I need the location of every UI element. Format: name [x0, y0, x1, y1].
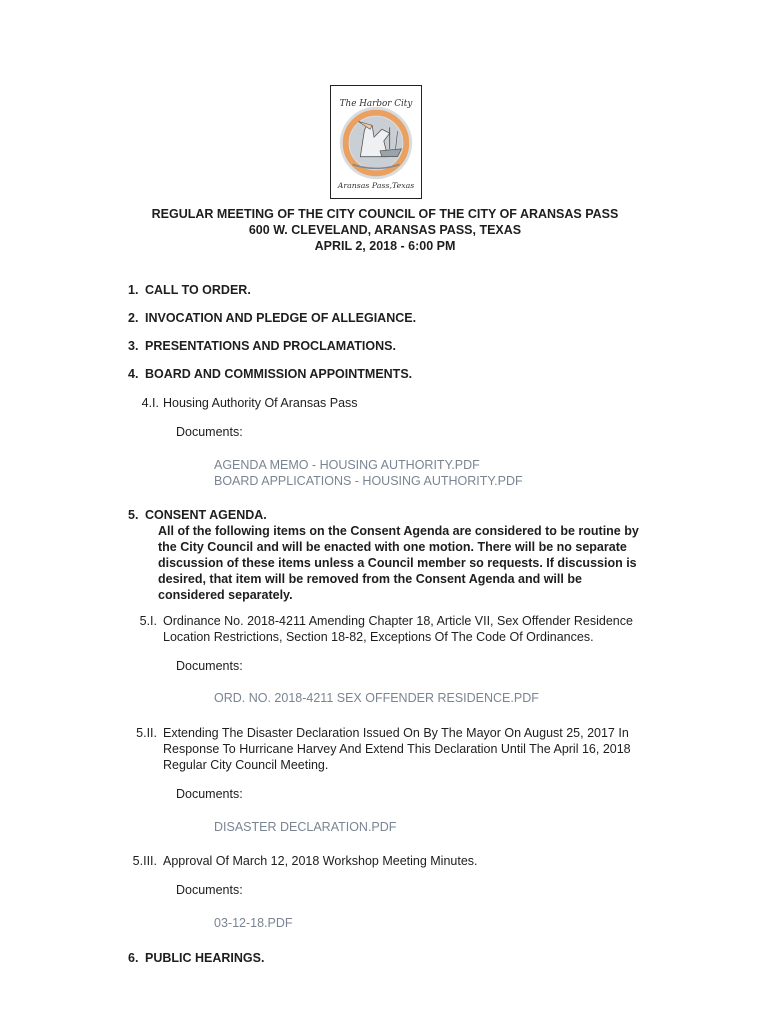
documents-label: Documents:: [176, 883, 243, 897]
sub-item-text: Approval Of March 12, 2018 Workshop Meeting Minutes.: [163, 854, 478, 868]
document-link[interactable]: DISASTER DECLARATION.PDF: [214, 820, 397, 834]
logo-bottom-text: Aransas Pass,Texas: [337, 180, 415, 190]
agenda-item-title: CALL TO ORDER.: [145, 283, 251, 297]
meeting-date: APRIL 2, 2018 - 6:00 PM: [314, 239, 456, 253]
documents-label: Documents:: [176, 425, 243, 439]
sub-item-number: 5.III.: [132, 854, 157, 868]
agenda-item-number: 3.: [128, 339, 139, 353]
document-link[interactable]: BOARD APPLICATIONS - HOUSING AUTHORITY.PDF: [214, 474, 523, 488]
agenda-item-number: 4.: [128, 367, 139, 381]
description-line: desired, that item will be removed from the Consent Agenda and will be: [158, 572, 582, 586]
documents-label: Documents:: [176, 659, 243, 673]
sub-item-5-2: [0, 725, 770, 775]
sub-item-5-3: [0, 853, 770, 871]
sub-item-text: Housing Authority Of Aransas Pass: [163, 396, 358, 410]
agenda-item-number: 1.: [128, 283, 139, 297]
sub-item-text: Extending The Disaster Declaration Issued On By The Mayor On August 25, 2017 In: [163, 726, 629, 740]
city-logo: [330, 85, 422, 199]
agenda-item-number: 6.: [128, 951, 139, 965]
sub-item-text: Response To Hurricane Harvey And Extend This Declaration Until The April 16, 2018: [163, 742, 631, 756]
harbor-city-seal-icon: [331, 86, 421, 198]
sub-item-number: 5.I.: [139, 614, 157, 628]
logo-top-text: The Harbor City: [339, 98, 413, 109]
sub-item-number: 4.I.: [141, 396, 159, 410]
sub-item-text: Location Restrictions, Section 18-82, Exceptions Of The Code Of Ordinances.: [163, 630, 594, 644]
sub-item-text: Ordinance No. 2018-4211 Amending Chapter 18, Article VII, Sex Offender Residence: [163, 614, 633, 628]
description-line: All of the following items on the Consent Agenda are considered to be routine by: [158, 524, 639, 538]
agenda-item-title: PUBLIC HEARINGS.: [145, 951, 265, 965]
description-line: discussion of these items unless a Council member so requests. If discussion is: [158, 556, 637, 570]
description-line: the City Council and will be enacted with one motion. There will be no separate: [158, 540, 627, 554]
agenda-item-title: CONSENT AGENDA.: [145, 508, 267, 522]
agenda-item-number: 2.: [128, 311, 139, 325]
agenda-item-title: PRESENTATIONS AND PROCLAMATIONS.: [145, 339, 396, 353]
document-link[interactable]: ORD. NO. 2018-4211 SEX OFFENDER RESIDENCE.PDF: [214, 691, 539, 705]
documents-label: Documents:: [176, 787, 243, 801]
agenda-item-title: INVOCATION AND PLEDGE OF ALLEGIANCE.: [145, 311, 417, 325]
meeting-title: REGULAR MEETING OF THE CITY COUNCIL OF THE CITY OF ARANSAS PASS: [151, 207, 619, 221]
sub-item-number: 5.II.: [136, 726, 157, 740]
agenda-item-title: BOARD AND COMMISSION APPOINTMENTS.: [145, 367, 413, 381]
agenda-item-number: 5.: [128, 508, 139, 522]
sub-item-5-1: [0, 613, 770, 653]
document-link[interactable]: AGENDA MEMO - HOUSING AUTHORITY.PDF: [214, 458, 480, 472]
meeting-address: 600 W. CLEVELAND, ARANSAS PASS, TEXAS: [248, 223, 522, 237]
description-line: considered separately.: [158, 588, 293, 602]
consent-agenda-description: [158, 523, 648, 603]
document-link[interactable]: 03-12-18.PDF: [214, 916, 293, 930]
sub-item-text: Regular City Council Meeting.: [163, 758, 329, 772]
